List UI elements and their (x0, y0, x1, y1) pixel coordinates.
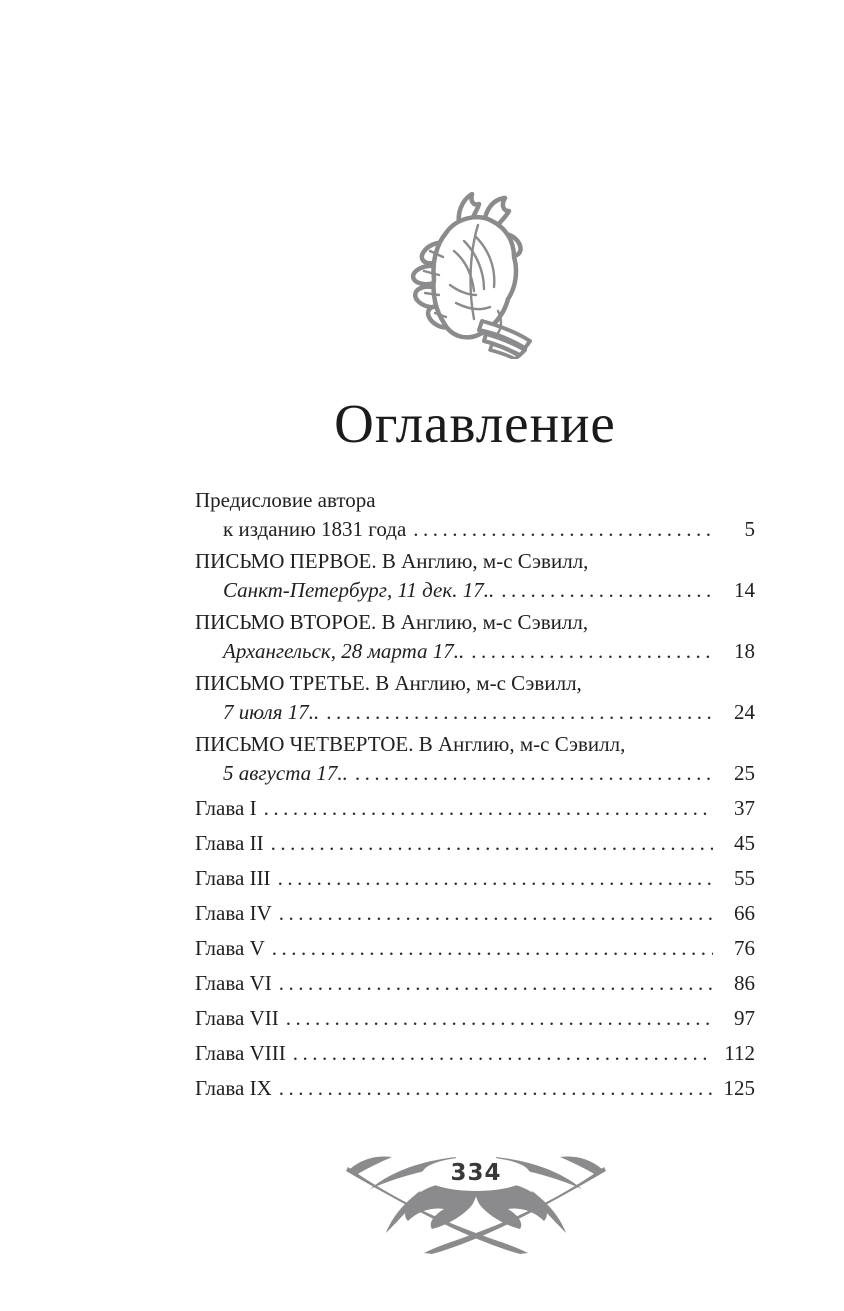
toc-entry (195, 1004, 755, 1033)
toc-page-number: 55 (734, 866, 755, 890)
dot-leader (413, 515, 713, 544)
dot-leader (279, 899, 713, 928)
toc-entry-title: ПИСЬМО ВТОРОЕ. В Англию, м-с Сэвилл, (195, 610, 589, 634)
heart-engraving-icon (411, 191, 543, 359)
toc-page-number: 25 (734, 761, 755, 785)
toc-entry (195, 829, 755, 858)
toc-page-number: 66 (734, 901, 755, 925)
toc-entry-subtitle: 5 августа 17.. (223, 761, 348, 785)
toc-entry-subline (195, 759, 755, 788)
toc-entry (195, 899, 755, 928)
dot-leader (279, 1074, 713, 1103)
toc-entry-subtitle: Санкт-Петербург, 11 дек. 17.. (223, 578, 495, 602)
toc-entry (195, 969, 755, 998)
toc-entry-title: Глава VIII (195, 1041, 286, 1065)
dot-leader (501, 576, 713, 605)
toc-page-number: 76 (734, 936, 755, 960)
dot-leader (271, 829, 713, 858)
toc-entry (195, 608, 755, 666)
toc-entry-subtitle: 7 июля 17.. (223, 700, 320, 724)
toc-entry (195, 934, 755, 963)
toc-page-number: 112 (724, 1041, 755, 1065)
dot-leader (355, 759, 713, 788)
toc-entry (195, 669, 755, 727)
toc-entry (195, 486, 755, 544)
toc-page-number: 5 (744, 517, 755, 541)
dot-leader (272, 934, 713, 963)
toc-entry-title: Глава VII (195, 1006, 279, 1030)
toc-page-number: 18 (734, 639, 755, 663)
dot-leader (264, 794, 713, 823)
toc-entry (195, 730, 755, 788)
dot-leader (279, 969, 713, 998)
toc-entry-subline (195, 515, 755, 544)
toc-entry (195, 864, 755, 893)
toc-entry (195, 1074, 755, 1103)
table-of-contents (195, 486, 755, 1103)
toc-entry-subtitle: Архангельск, 28 марта 17.. (223, 639, 465, 663)
toc-page-number: 125 (723, 1076, 755, 1100)
dot-leader (293, 1039, 713, 1068)
toc-entry (195, 547, 755, 605)
toc-entry-subline (195, 576, 755, 605)
dot-leader (471, 637, 713, 666)
toc-entry-title: ПИСЬМО ПЕРВОЕ. В Англию, м-с Сэвилл, (195, 549, 589, 573)
page-footer (346, 1156, 606, 1254)
toc-entry-title: Глава II (195, 831, 264, 855)
toc-page-number: 37 (734, 796, 755, 820)
toc-entry-title: Глава IX (195, 1076, 272, 1100)
toc-entry-title: Предисловие автора (195, 488, 376, 512)
toc-entry (195, 1039, 755, 1068)
toc-page-number: 86 (734, 971, 755, 995)
toc-page-number: 14 (734, 578, 755, 602)
toc-entry-subtitle: к изданию 1831 года (223, 517, 407, 541)
heart-engraving-ornament (411, 191, 543, 359)
toc-page-number: 24 (734, 700, 755, 724)
page-number: 334 (450, 1160, 502, 1186)
dot-leader (286, 1004, 713, 1033)
toc-entry-title: Глава VI (195, 971, 272, 995)
toc-entry-subline (195, 698, 755, 727)
toc-entry-title: Глава III (195, 866, 271, 890)
page-title: Оглавление (334, 393, 616, 454)
toc-entry-title: Глава IV (195, 901, 272, 925)
toc-entry-title: ПИСЬМО ТРЕТЬЕ. В Англию, м-с Сэвилл, (195, 671, 582, 695)
dot-leader (326, 698, 713, 727)
toc-entry (195, 794, 755, 823)
toc-entry-subline (195, 637, 755, 666)
toc-entry-title: ПИСЬМО ЧЕТВЕРТОЕ. В Англию, м-с Сэвилл, (195, 732, 626, 756)
toc-page-number: 45 (734, 831, 755, 855)
dot-leader (278, 864, 713, 893)
toc-entry-title: Глава I (195, 796, 257, 820)
toc-page-number: 97 (734, 1006, 755, 1030)
toc-entry-title: Глава V (195, 936, 265, 960)
